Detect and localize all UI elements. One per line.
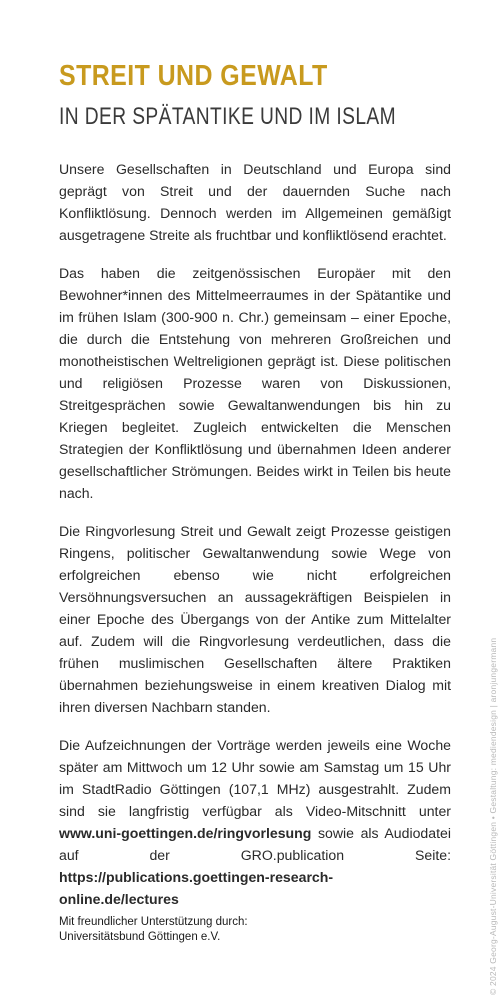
recordings-text-middle: sowie als Audiodatei auf der GRO.publication Seite:	[59, 825, 451, 863]
publications-link[interactable]: https://publications.goettingen-research-online.de/lectures	[59, 869, 334, 907]
side-credit: © 2024 Georg-August-Universität Göttingen • Gestaltung: mediendesign | aronjungermann	[488, 637, 498, 995]
page-title: STREIT UND GEWALT	[59, 60, 328, 92]
paragraph-lecture-series: Die Ringvorlesung Streit und Gewalt zeigt Prozesse geistigen Ringens, politischer Gewaltanwendung sowie Wege von erfolgreichen ebenso wie nicht erfolgreichen Versöhnungsversuchen an aussagekräftigen Beispielen in einer Epoche des Übergangs von der Antike zum Mittelalter auf. Zudem will die Ringvorlesung verdeutlichen, dass die frühen muslimischen Gesellschaften ältere Praktiken übernahmen beziehungsweise in einem kreativen Dialog mit ihren diversen Nachbarn standen.	[59, 523, 451, 715]
page-subtitle: IN DER SPÄTANTIKE UND IM ISLAM	[59, 103, 397, 130]
paragraph-intro: Unsere Gesellschaften in Deutschland und Europa sind geprägt von Streit und der dauernden Suche nach Konfliktlösung. Dennoch werden im Allgemeinen gemäßigt ausgetragene Streite als fruchtbar und konfliktlösend erachtet.	[59, 161, 451, 243]
support-sponsor: Universitätsbund Göttingen e.V.	[59, 931, 221, 943]
ringvorlesung-link[interactable]: www.uni-goettingen.de/ringvorlesung	[59, 825, 312, 841]
body-text	[59, 158, 451, 926]
support-note	[59, 915, 248, 945]
recordings-text-start: Die Aufzeichnungen der Vorträge werden jeweils eine Woche später am Mittwoch um 12 Uhr sowie am Samstag um 15 Uhr im StadtRadio Göttingen (107,1 MHz) ausgestrahlt. Zudem sind sie langfristig verfügbar als Video-Mitschnitt unter	[59, 737, 451, 819]
paragraph-epoch: Das haben die zeitgenössischen Europäer mit den Bewohner*innen des Mittelmeerraumes in der Spätantike und im frühen Islam (300-900 n. Chr.) gemeinsam – einer Epoche, die durch die Entstehung von mehreren Großreichen und monotheistischen Weltreligionen geprägt ist. Diese politischen und religiösen Prozesse waren von Diskussionen, Streitgesprächen sowie Gewaltanwendungen bis hin zu Kriegen begleitet. Zugleich entwickelten die Menschen Strategien der Konfliktlösung und übernahmen Ideen anderer gesellschaftlicher Strömungen. Beides wirkt in Teilen bis heute nach.	[59, 265, 451, 501]
support-label: Mit freundlicher Unterstützung durch:	[59, 916, 248, 928]
paragraph-recordings	[59, 734, 451, 910]
